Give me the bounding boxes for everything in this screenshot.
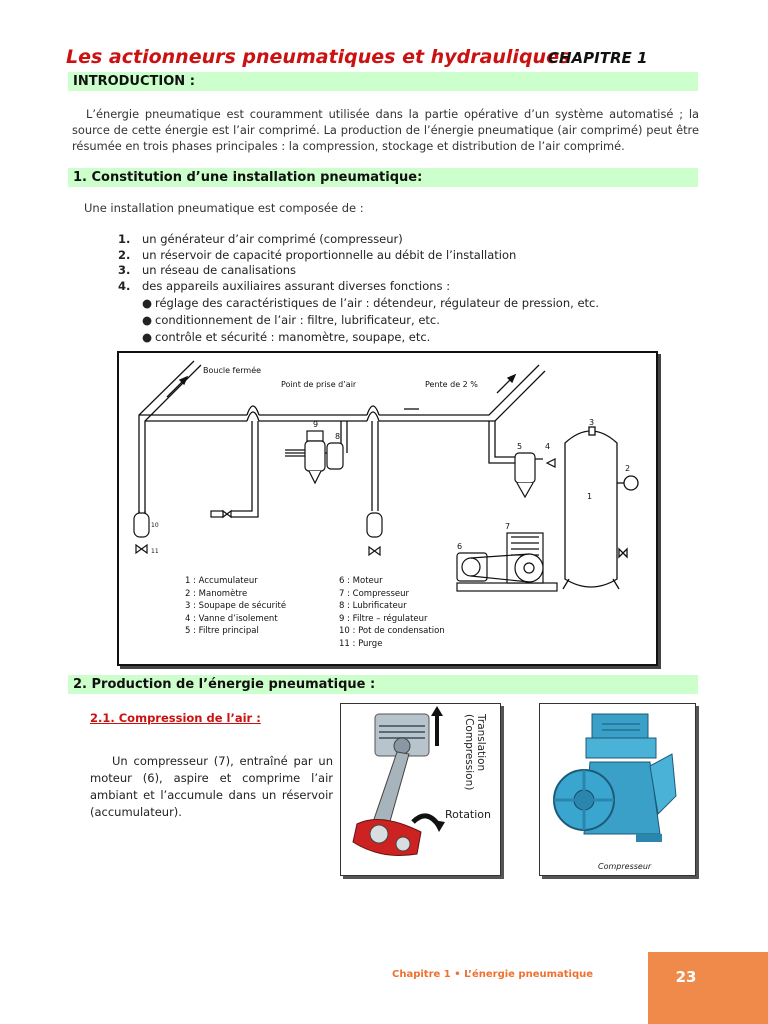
translation-text: Translation	[475, 714, 487, 772]
label-n7: 7	[505, 522, 511, 531]
legend-item: 8 : Lubrificateur	[339, 601, 407, 612]
legend-left	[185, 575, 286, 638]
legend-item: 4 : Vanne d’isolement	[185, 613, 278, 624]
label-n11: 11	[151, 548, 159, 555]
label-n5: 5	[517, 442, 523, 451]
numbered-list	[118, 232, 516, 294]
rotation-label: Rotation	[445, 808, 492, 821]
label-tap: Point de prise d’air	[281, 380, 357, 389]
subsection-heading: 2.1. Compression de l’air :	[90, 711, 261, 725]
compressor-caption: Compresseur	[598, 862, 652, 871]
legend-item: 10 : Pot de condensation	[339, 626, 445, 637]
label-n2: 2	[625, 464, 631, 473]
intro-paragraph: L’énergie pneumatique est couramment utilisée dans la partie opérative d’un système automatisé ; la source de cette énergie est l’air comprimé. La production de l’énergie pneumatique (air comprimé) peut être résumée en trois phases principales : la compression, stockage et distribution de l’air comprimé.	[72, 107, 699, 153]
label-n3: 3	[589, 418, 595, 427]
footer-text: Chapitre 1 • L’énergie pneumatique	[392, 969, 594, 980]
section1-lead: Une installation pneumatique est composée de :	[84, 201, 364, 215]
list-item: 4. des appareils auxiliaires assurant diverses fonctions :	[118, 278, 451, 293]
legend-item: 11 : Purge	[339, 638, 383, 649]
bullet-item: ● contrôle et sécurité : manomètre, soupape, etc.	[142, 330, 431, 344]
compression-text: (Compression)	[463, 714, 475, 791]
page-number-box	[648, 952, 768, 1024]
legend-item: 2 : Manomètre	[185, 588, 248, 599]
legend-item: 1 : Accumulateur	[185, 576, 258, 586]
legend-item: 9 : Filtre – régulateur	[339, 613, 428, 624]
piston-illustration	[340, 703, 501, 876]
label-n8: 8	[335, 432, 341, 441]
list-item: 1. un générateur d’air comprimé (compresseur)	[118, 232, 403, 246]
legend-item: 3 : Soupape de sécurité	[185, 601, 287, 612]
bullet-item: ● réglage des caractéristiques de l’air : détendeur, régulateur de pression, etc.	[142, 296, 600, 310]
section2-heading: 2. Production de l’énergie pneumatique :	[68, 675, 698, 694]
legend-item: 6 : Moteur	[339, 576, 383, 586]
intro-heading: INTRODUCTION :	[68, 72, 698, 91]
label-n6: 6	[457, 542, 463, 551]
legend-item: 7 : Compresseur	[339, 588, 409, 599]
bullet-item: ● conditionnement de l’air : filtre, lubrificateur, etc.	[142, 313, 440, 327]
section1-heading: 1. Constitution d’une installation pneumatique:	[68, 168, 698, 187]
compressor-image	[540, 704, 695, 875]
compressor-photo	[539, 703, 696, 876]
legend-right	[339, 575, 445, 651]
label-n10: 10	[151, 522, 159, 529]
installation-diagram	[117, 351, 658, 666]
list-item: 2. un réservoir de capacité proportionnelle au débit de l’installation	[118, 247, 517, 262]
chapter-label: CHAPITRE 1	[548, 49, 648, 67]
label-n9: 9	[313, 420, 319, 429]
page-number: 23	[675, 968, 697, 986]
document-title: Les actionneurs pneumatiques et hydrauliques	[66, 46, 571, 68]
label-n1: 1	[587, 492, 593, 501]
label-loop: Boucle fermée	[203, 366, 262, 375]
label-slope: Pente de 2 %	[425, 380, 478, 389]
label-n4: 4	[545, 442, 551, 451]
list-item: 3. un réseau de canalisations	[118, 263, 297, 277]
legend-item: 5 : Filtre principal	[185, 626, 259, 637]
bullet-list	[142, 295, 599, 346]
compression-paragraph: Un compresseur (7), entraîné par un moteur (6), aspire et comprime l’air ambiant et l’accumule dans un réservoir (accumulateur).	[90, 754, 333, 819]
